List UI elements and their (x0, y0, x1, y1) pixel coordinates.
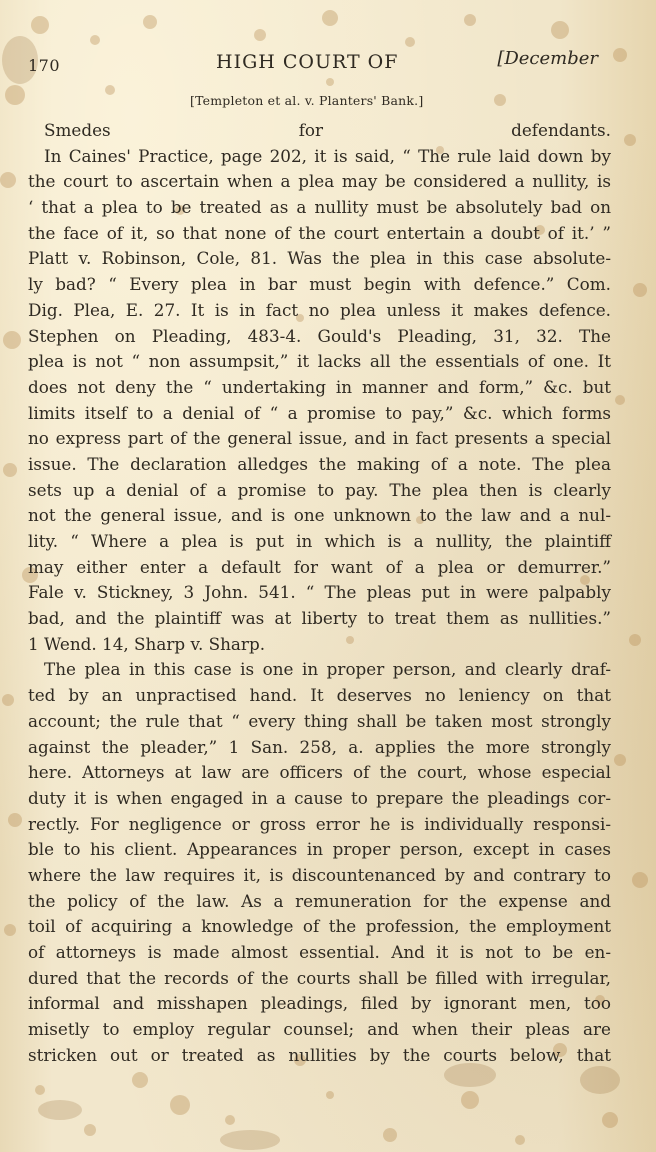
text-line: informal and misshapen pleadings, filed by ignorant men, too (28, 993, 611, 1014)
text-line: the face of it, so that none of the court entertain a doubt of it.’ ” (28, 222, 611, 243)
text-line: the policy of the law. As a remuneration for the expense and (28, 890, 611, 911)
text-line: ly bad? “ Every plea in bar must begin with defence.” Com. (28, 274, 611, 295)
text-line: Smedes for defendants. (44, 120, 611, 140)
text-line: does not deny the “ undertaking in manner and form,” &c. but (28, 376, 611, 397)
text-line: not the general issue, and is one unknown to the law and a nul- (28, 505, 611, 526)
text-line: here. Attorneys at law are officers of the court, whose especial (28, 762, 611, 783)
text-line: limits itself to a denial of “ a promise to pay,” &c. which forms (28, 402, 611, 423)
text-line: bad, and the plaintiff was at liberty to treat them as nullities.” (28, 608, 611, 629)
text-line: Stephen on Pleading, 483-4. Gould's Pleading, 31, 32. The (28, 325, 611, 346)
text-line: no express part of the general issue, and in fact presents a special (28, 428, 611, 449)
text-line: misetly to employ regular counsel; and when their pleas are (28, 1019, 611, 1040)
text-line: stricken out or treated as nullities by the courts below, that (28, 1044, 611, 1065)
text-line: Platt v. Robinson, Cole, 81. Was the plea in this case absolute- (28, 248, 611, 269)
body-text (28, 118, 611, 1068)
running-head-month: [December (497, 48, 598, 69)
text-line: account; the rule that “ every thing shall be taken most strongly (28, 710, 611, 731)
running-head: HIGH COURT OF (216, 51, 399, 73)
case-name: [Templeton et al. v. Planters' Bank.] (190, 93, 424, 108)
text-line: ‘ that a plea to be treated as a nullity must be absolutely bad on (28, 197, 611, 218)
text-line: issue. The declaration alledges the making of a note. The plea (28, 453, 611, 474)
text-line: duty it is when engaged in a cause to prepare the pleadings cor- (28, 787, 611, 808)
page-header (28, 48, 598, 78)
text-line: The plea in this case is one in proper person, and clearly draf- (44, 659, 611, 680)
text-line: Dig. Plea, E. 27. It is in fact no plea unless it makes defence. (28, 299, 611, 320)
text-line: In Caines' Practice, page 202, it is said, “ The rule laid down by (44, 145, 611, 166)
text-line: ble to his client. Appearances in proper person, except in cases (28, 839, 611, 860)
text-line: dured that the records of the courts shall be filled with irregular, (28, 967, 611, 988)
page-number: 170 (28, 56, 61, 75)
text-line: toil of acquiring a knowledge of the profession, the employment (28, 916, 611, 937)
text-line: lity. “ Where a plea is put in which is a nullity, the plaintiff (28, 531, 611, 551)
text-line: may either enter a default for want of a plea or demurrer.” (28, 556, 611, 577)
text-line: ted by an unpractised hand. It deserves no leniency on that (28, 685, 611, 706)
text-line: against the pleader,” 1 San. 258, a. applies the more strongly (28, 736, 611, 757)
text-line: rectly. For negligence or gross error he is individually responsi- (28, 813, 611, 834)
text-line: of attorneys is made almost essential. And it is not to be en- (28, 942, 611, 962)
text-line: sets up a denial of a promise to pay. The plea then is clearly (28, 479, 611, 500)
text-line: plea is not “ non assumpsit,” it lacks all the essentials of one. It (28, 351, 611, 372)
text-line: 1 Wend. 14, Sharp v. Sharp. (28, 633, 266, 654)
text-line: the court to ascertain when a plea may be considered a nullity, is (28, 171, 611, 192)
text-line: where the law requires it, is discountenanced by and contrary to (28, 864, 611, 885)
text-line: Fale v. Stickney, 3 John. 541. “ The pleas put in were palpably (28, 582, 611, 603)
